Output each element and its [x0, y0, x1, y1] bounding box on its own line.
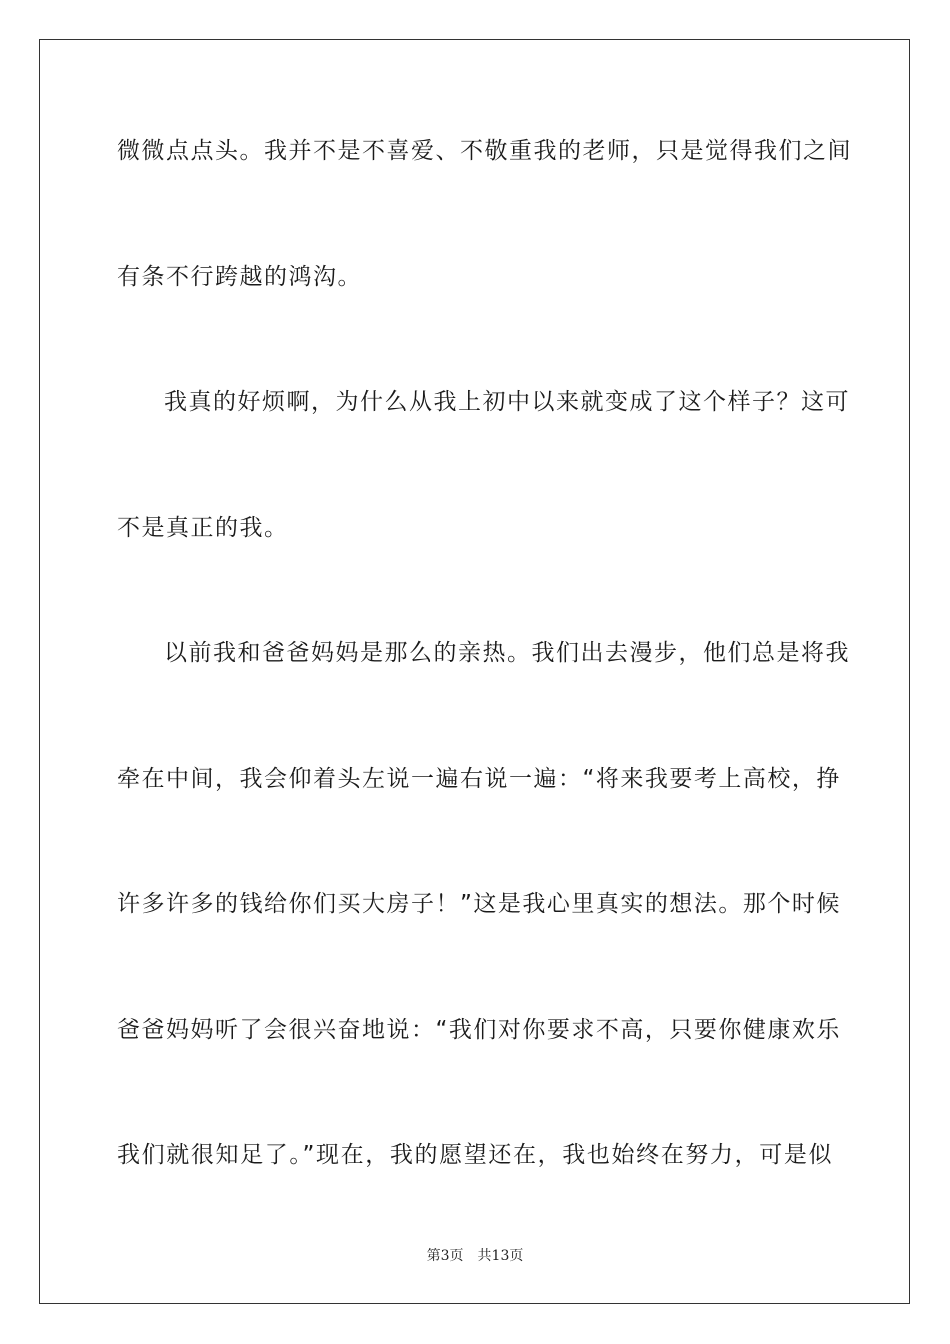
- text-line: 牵在中间，我会仰着头左说一遍右说一遍：“将来我要考上高校，挣: [117, 766, 841, 792]
- text-line: 有条不行跨越的鸿沟。: [117, 264, 362, 290]
- text-line: 爸爸妈妈听了会很兴奋地说：“我们对你要求不高，只要你健康欢乐: [117, 1017, 841, 1043]
- text-line: 许多许多的钱给你们买大房子！”这是我心里真实的想法。那个时候: [117, 891, 841, 917]
- text-line: 我们就很知足了。”现在，我的愿望还在，我也始终在努力，可是似: [117, 1142, 833, 1168]
- paragraph-start-line: 以前我和爸爸妈妈是那么的亲热。我们出去漫步，他们总是将我: [164, 640, 850, 666]
- page-border: [39, 39, 910, 1304]
- text-line: 不是真正的我。: [117, 515, 289, 541]
- paragraph-start-line: 我真的好烦啊，为什么从我上初中以来就变成了这个样子？这可: [164, 389, 850, 415]
- page-number-footer: 第3页 共13页: [426, 1248, 524, 1264]
- text-line: 微微点点头。我并不是不喜爱、不敬重我的老师，只是觉得我们之间: [117, 138, 852, 164]
